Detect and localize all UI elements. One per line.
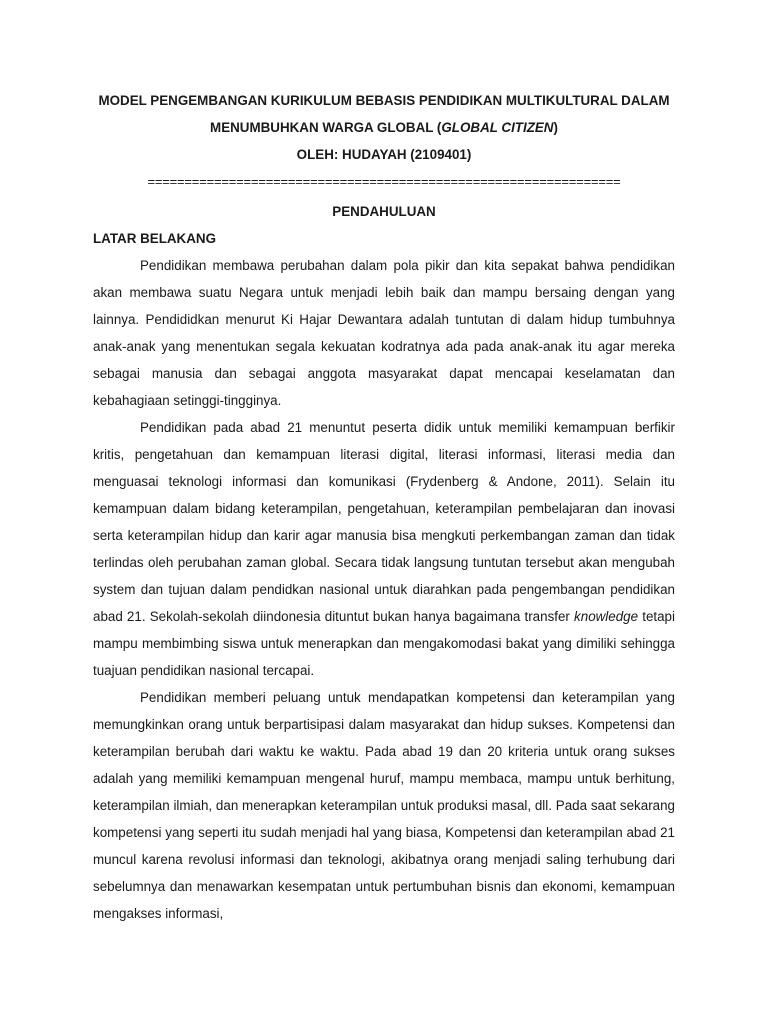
section-title: [93, 198, 675, 225]
paragraph-2-text-before: Pendidikan pada abad 21 menuntut peserta didik untuk memiliki kemampuan berfikir kritis, pengetahuan dan kemampuan literasi digital, literasi informasi, literasi media dan menguasai teknologi informasi dan komunikasi (Frydenberg & Andone, 2011). Selain itu kemampuan dalam bidang keterampilan, pengetahuan, keterampilan pembelajaran dan inovasi serta keterampilan hidup dan karir agar manusia bisa mengkuti perkembangan zaman dan tidak terlindas oleh perubahan zaman global. Secara tidak langsung tuntutan tersebut akan mengubah system dan tujuan dalam pendidkan nasional untuk diarahkan pada pengembangan pendidikan abad 21. Sekolah-sekolah diindonesia dituntut bukan hanya bagaimana transfer: [93, 420, 675, 624]
author-line: [93, 141, 675, 168]
paragraph-1: [93, 252, 675, 414]
divider-line: [93, 170, 675, 194]
title-line-2-italic: GLOBAL CITIZEN: [441, 120, 554, 135]
paragraph-2-italic-word: knowledge: [574, 609, 639, 624]
paragraph-3-text: Pendidikan memberi peluang untuk mendapatkan kompetensi dan keterampilan yang memungkinkan orang untuk berpartisipasi dalam masyarakat dan hidup sukses. Kompetensi dan keterampilan berubah dari waktu ke waktu. Pada abad 19 dan 20 kriteria untuk orang sukses adalah yang memiliki kemampuan mengenal huruf, mampu membaca, mampu untuk berhitung, keterampilan ilmiah, dan menerapkan keterampilan untuk produksi masal, dll. Pada saat sekarang kompetensi yang seperti itu sudah menjadi hal yang biasa, Kompetensi dan keterampilan abad 21 muncul karena revolusi informasi dan teknologi, akibatnya orang menjadi saling terhubung dari sebelumnya dan menawarkan kesempatan untuk pertumbuhan bisnis dan ekonomi, kemampuan mengakses informasi,: [93, 690, 675, 921]
title-line-1-text: MODEL PENGEMBANGAN KURIKULUM BEBASIS PENDIDIKAN MULTIKULTURAL DALAM: [98, 93, 670, 108]
document-title-line-2: [93, 114, 675, 141]
subsection-title: [93, 225, 675, 252]
paragraph-3: [93, 684, 675, 927]
paragraph-2: [93, 414, 675, 684]
title-line-2-suffix: ): [553, 120, 558, 135]
document-title-line-1: [93, 87, 675, 114]
subsection-title-text: LATAR BELAKANG: [93, 231, 216, 246]
divider-text: ================================================================: [147, 174, 621, 189]
document-content: [93, 87, 675, 927]
section-title-text: PENDAHULUAN: [332, 204, 436, 219]
paragraph-2-text-after: tetapi mampu membimbing siswa untuk menerapkan dan mengakomodasi bakat yang dimiliki sehingga tuajuan pendidikan nasional tercapai.: [93, 609, 675, 678]
paragraph-1-text: Pendidikan membawa perubahan dalam pola pikir dan kita sepakat bahwa pendidikan akan membawa suatu Negara untuk menjadi lebih baik dan mampu bersaing dengan yang lainnya. Pendididkan menurut Ki Hajar Dewantara adalah tuntutan di dalam hidup tumbuhnya anak-anak yang menentukan segala kekuatan kodratnya ada pada anak-anak itu agar mereka sebagai manusia dan sebagai anggota masyarakat dapat mencapai keselamatan dan kebahagiaan setinggi-tingginya.: [93, 258, 675, 408]
author-text: OLEH: HUDAYAH (2109401): [296, 147, 472, 162]
title-line-2-prefix: MENUMBUHKAN WARGA GLOBAL (: [210, 120, 442, 135]
